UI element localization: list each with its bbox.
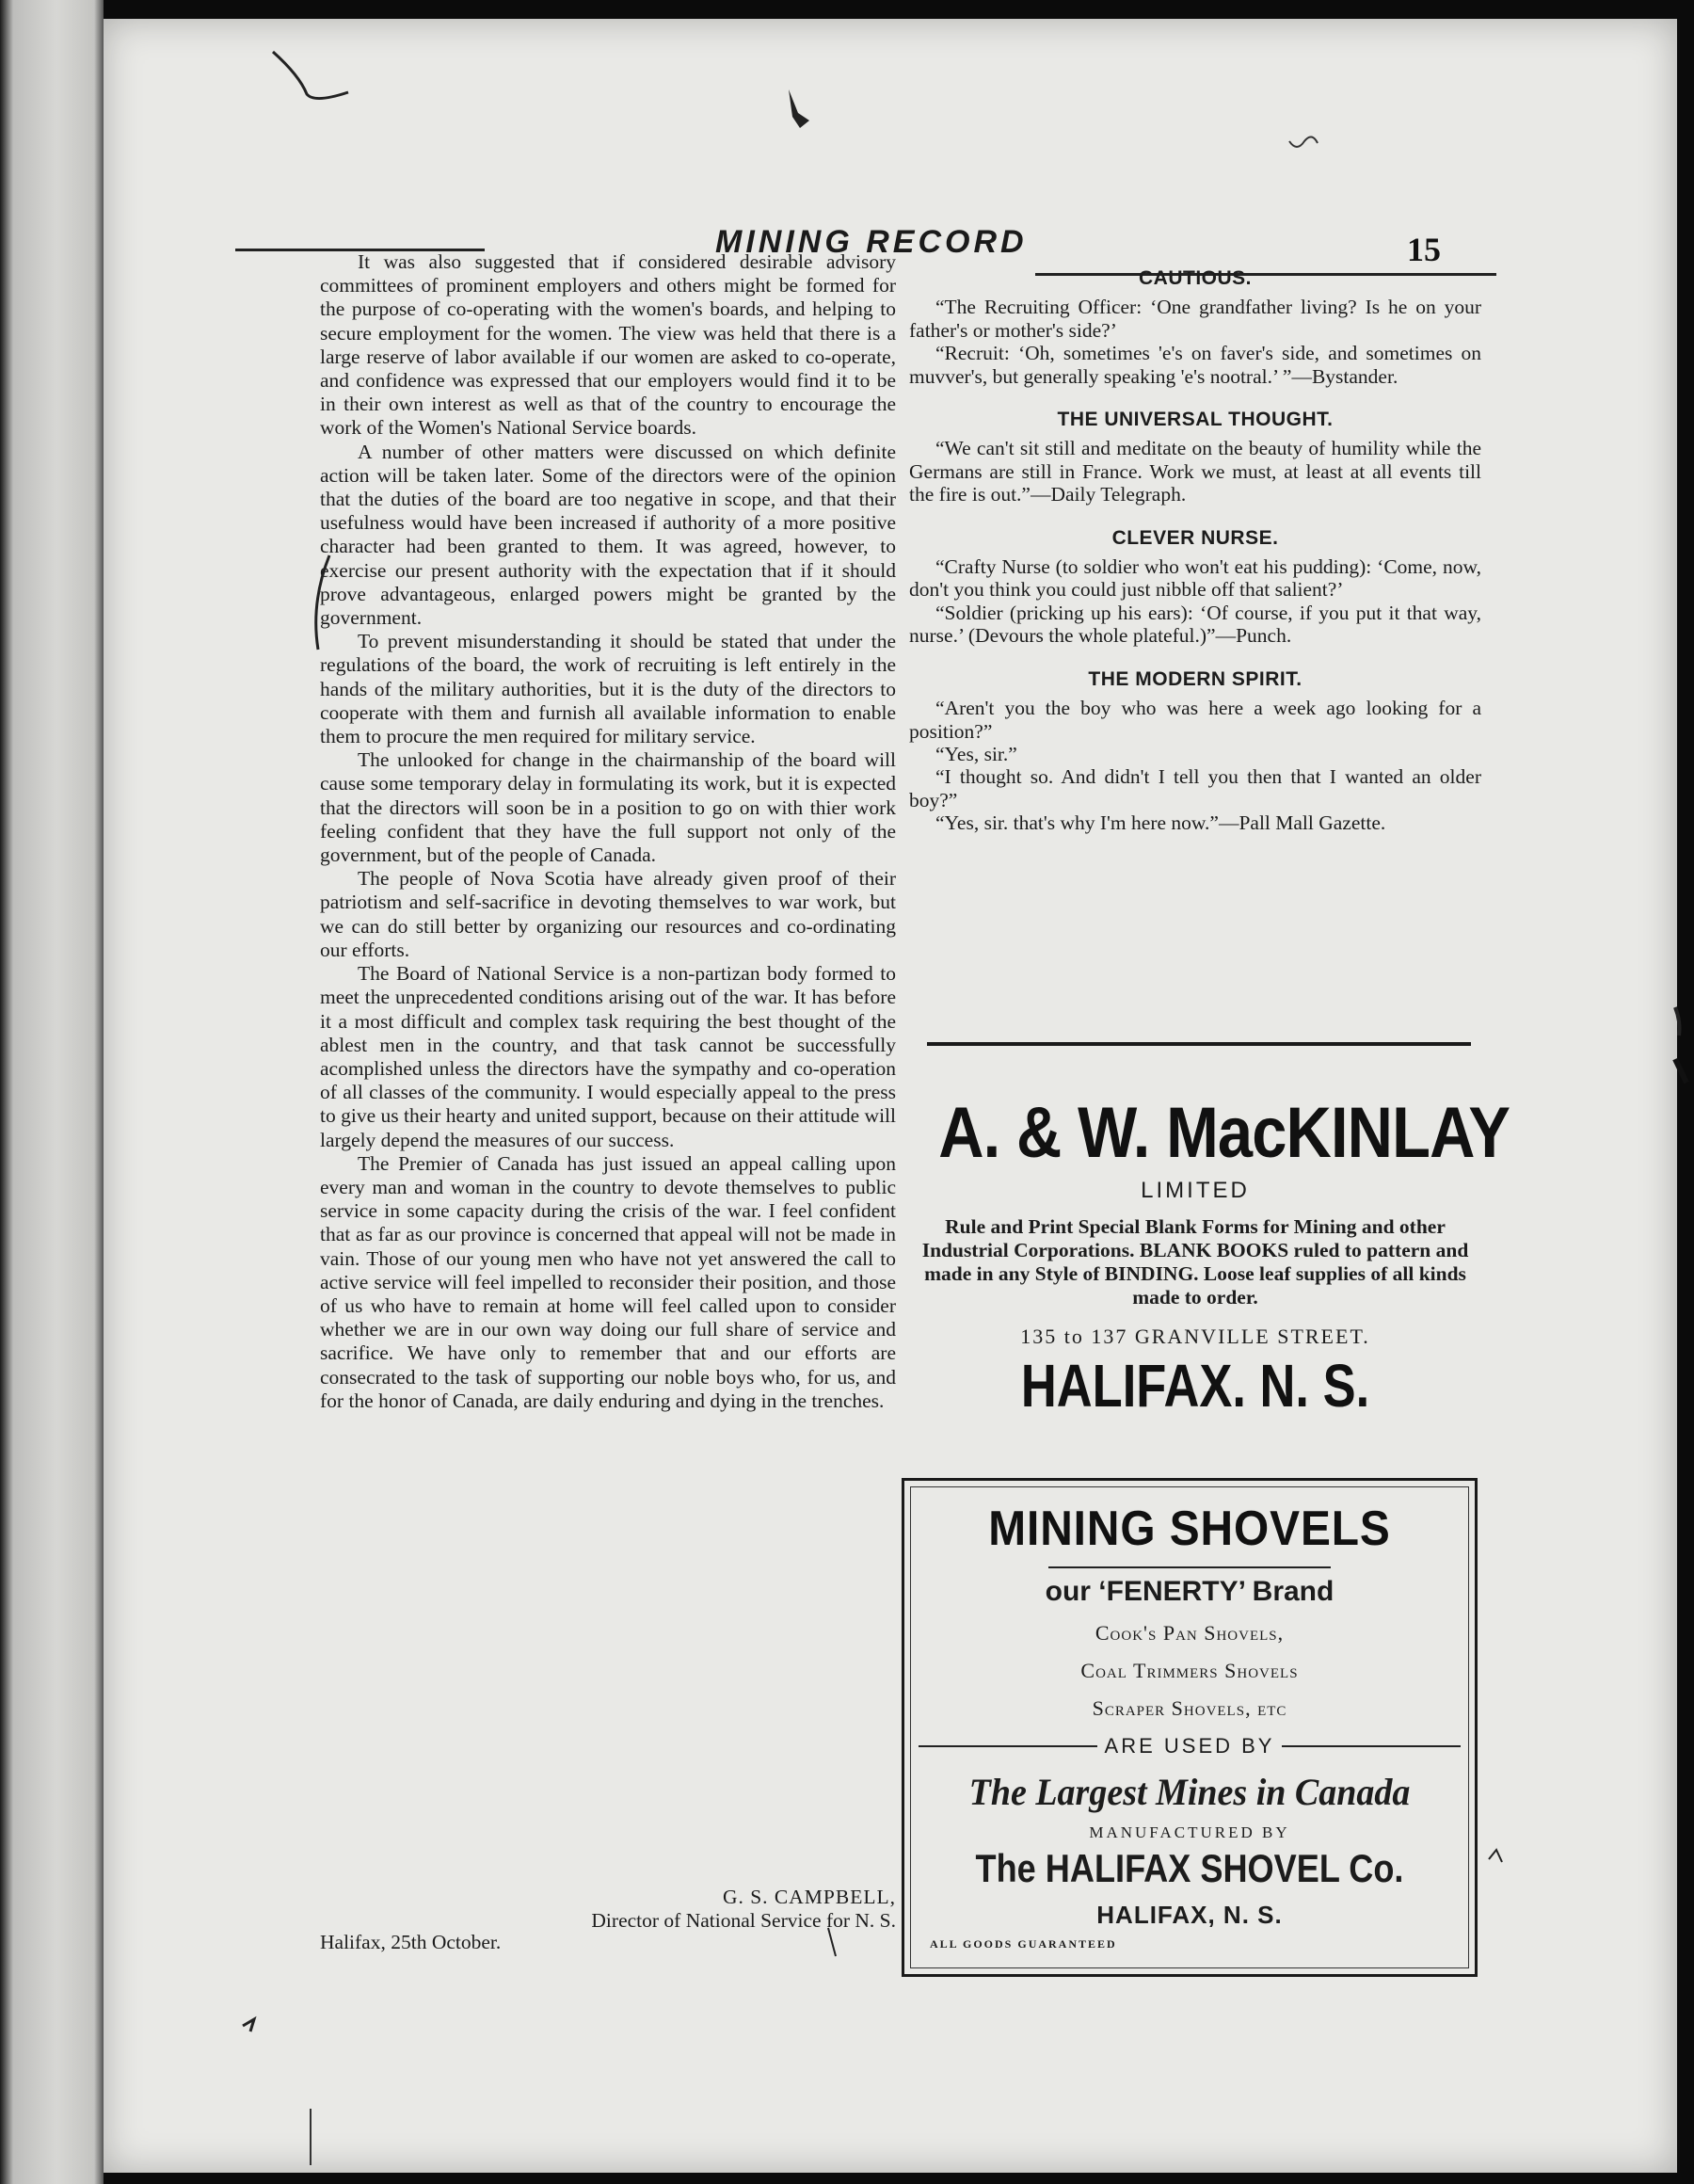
anecdote-cautious (909, 267, 1481, 388)
product-item: Cook's Pan Shovels, (1095, 1621, 1285, 1645)
left-article-column (320, 250, 896, 1413)
advertiser-name: A. & W. MacKINLAY (938, 1093, 1510, 1173)
anecdote-universal-thought (909, 409, 1481, 506)
article-paragraph: The Board of National Service is a non-partizan body formed to meet the unprecedented conditions arising out of the war. It has before it a most difficult and complex task requiring the best thought of the ablest men in the country, and that task cannot be successfully acomplished unless the directors have the sympathy and co-operation of all classes of the community. I would especially appeal to the press to give us their hearty and united support, because on their attitude will largely depend the measures of our success. (320, 962, 896, 1151)
right-anecdotes-column (909, 267, 1481, 856)
section-heading: THE MODERN SPIRIT. (1088, 667, 1302, 690)
article-paragraph: The Premier of Canada has just issued an appeal calling upon every man and woman in the country to devote themselves to public service in some capacity during the crisis of the war. I feel confident that as far as our province is concerned that appeal will not be made in vain. Those of our young men who have not yet answered the call to active service will feel impelled to reconsider their position, and those of us who have to remain at home will feel called upon to consider whether we are in our own way doing our full share of service and sacrifice. We have only to remember that and our efforts are consecrated to the task of supporting our noble boys who, for us, and for the honor of Canada, are daily enduring and dying in the trenches. (320, 1151, 896, 1412)
advertiser-city: HALIFAX. N. S. (1020, 1352, 1370, 1420)
ad-brand: our ‘FENERTY’ Brand (1045, 1576, 1334, 1607)
anecdote-paragraph: “Recruit: ‘Oh, sometimes 'e's on faver's side, and sometimes on muvver's, but generally speaking 'e's nootral.’ ”—Bystander. (909, 342, 1481, 388)
anecdote-paragraph: “Yes, sir. that's why I'm here now.”—Pall Mall Gazette. (935, 811, 1386, 835)
anecdote-modern-spirit (909, 668, 1481, 835)
ad-tagline: The Largest Mines in Canada (968, 1771, 1411, 1813)
ad-rule (1048, 1566, 1331, 1568)
ad-manufactured-by: MANUFACTURED BY (1089, 1823, 1290, 1841)
anecdote-paragraph: “I thought so. And didn't I tell you then that I wanted an older boy?” (909, 765, 1481, 811)
signature-place-date: Halifax, 25th October. (320, 1931, 502, 1953)
article-paragraph: The unlooked for change in the chairmanship of the board will cause some temporary delay in formulating its work, but it is expected that the directors will soon be in a position to go on with thier work feeling confident that they have the full support not only of the government, but of the people of Canada. (320, 748, 896, 867)
ad-used-by: ARE USED BY (911, 1734, 1468, 1758)
section-heading: THE UNIVERSAL THOUGHT. (1057, 409, 1334, 431)
anecdote-paragraph: “Crafty Nurse (to soldier who won't eat his pudding): ‘Come, now, don't you think you could just nibble off that salient?’ (909, 555, 1481, 602)
anecdote-paragraph: “Aren't you the boy who was here a week ago looking for a position?” (909, 697, 1481, 743)
section-heading: CAUTIOUS. (1139, 267, 1252, 289)
advertiser-street: 135 to 137 GRANVILLE STREET. (1020, 1325, 1370, 1348)
article-paragraph: To prevent misunderstanding it should be stated that under the regulations of the board, the work of recruiting is left entirely in the hands of the military authorities, but it is the duty of the directors to cooperate with them and furnish all available information to enable them to procure the men required for military service. (320, 630, 896, 748)
publication-title: MINING RECORD (715, 224, 1028, 260)
anecdote-paragraph: “Soldier (pricking up his ears): ‘Of course, if you put it that way, nurse.’ (Devours the whole plateful.)”—Punch. (909, 601, 1481, 648)
section-heading: CLEVER NURSE. (1111, 526, 1279, 549)
anecdote-paragraph: “The Recruiting Officer: ‘One grandfather living? Is he on your father's or mother's side?’ (909, 296, 1481, 342)
binding-edge (0, 0, 104, 2184)
column-divider-rule (927, 1042, 1471, 1046)
mackinlay-advertisement (903, 1092, 1510, 1421)
anecdote-paragraph: “We can't sit still and meditate on the beauty of humility while the Germans are still in France. Work we must, at least at all events till the fire is out.”—Daily Telegraph. (909, 437, 1481, 506)
advertiser-limited: LIMITED (1141, 1178, 1250, 1203)
ad-inner-border (910, 1486, 1469, 1968)
ad-guarantee: ALL GOODS GUARANTEED (930, 1937, 1117, 1951)
ad-company-name: The HALIFAX SHOVEL Co. (975, 1846, 1404, 1890)
mining-shovels-advertisement (902, 1478, 1478, 1977)
signature-name: G. S. CAMPBELL, (722, 1886, 896, 1908)
product-item: Scraper Shovels, etc (1092, 1696, 1287, 1720)
article-signature (320, 1886, 896, 1954)
anecdote-clever-nurse (909, 527, 1481, 648)
article-paragraph: A number of other matters were discussed on which definite action will be taken later. Some of the directors were of the opinion that the duties of the board are too negative in scope, and that their usefulness would have been increased if authority of a more positive character had been granted to them. It was agreed, however, to exercise our present authority with the expectation that if it should prove advantageous, enlarged powers might be granted by the government. (320, 440, 896, 630)
ad-company-address: HALIFAX, N. S. (1096, 1901, 1283, 1929)
page-number: 15 (1407, 231, 1441, 268)
article-paragraph: The people of Nova Scotia have already given proof of their patriotism and self-sacrifice in devoting themselves to war work, but we can do still better by organizing our resources and co-ordinating our efforts. (320, 867, 896, 961)
anecdote-paragraph: “Yes, sir.” (935, 742, 1017, 765)
ad-headline: MINING SHOVELS (988, 1502, 1391, 1556)
article-paragraph: It was also suggested that if considered desirable advisory committees of prominent employers and others might be formed for the purpose of co-operating with the women's boards, and helping to secure employment for the women. The view was held that there is a large reserve of labor available if our women are asked to co-operate, and confidence was expressed that our employers would find it to be in their own interest as well as that of the country to encourage the work of the Women's National Service boards. (320, 250, 896, 440)
advertisement-description: Rule and Print Special Blank Forms for Mining and other Industrial Corporations. BLANK BOOKS ruled to pattern and made in any Style of BINDING. Loose leaf supplies of all kinds made to order. (921, 1215, 1469, 1309)
signature-title: Director of National Service for N. S. (591, 1909, 896, 1932)
product-item: Coal Trimmers Shovels (1080, 1659, 1299, 1682)
